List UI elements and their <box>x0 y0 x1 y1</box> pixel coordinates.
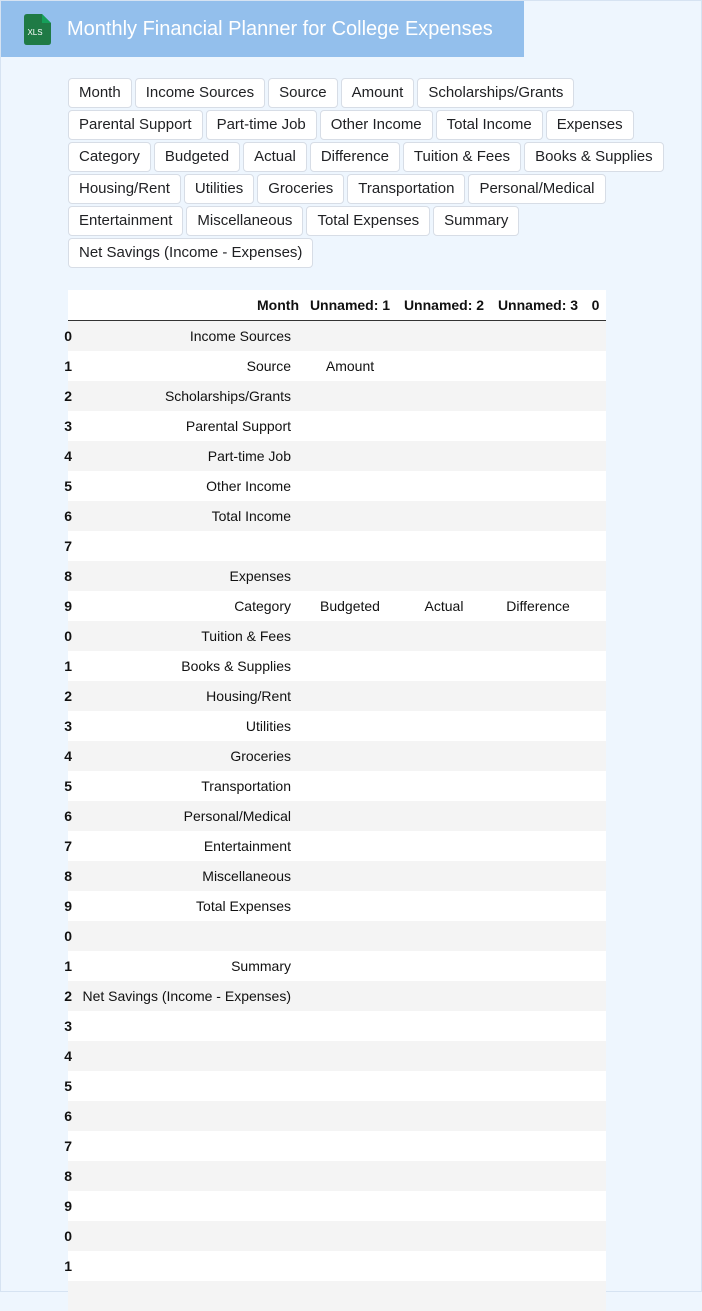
month-cell: Entertainment <box>203 837 291 854</box>
column-chip[interactable]: Personal/Medical <box>468 174 605 204</box>
zero-cell <box>585 1011 606 1041</box>
unnamed-3-cell <box>491 411 585 441</box>
unnamed-3-cell <box>491 1161 585 1191</box>
month-cell: Groceries <box>230 747 291 764</box>
column-header-zero: 0 <box>585 290 606 321</box>
column-chip[interactable]: Groceries <box>257 174 344 204</box>
unnamed-3-cell <box>491 441 585 471</box>
zero-cell <box>585 471 606 501</box>
column-chip[interactable]: Amount <box>341 78 415 108</box>
column-chip[interactable]: Income Sources <box>135 78 265 108</box>
table-row[interactable] <box>68 1221 606 1251</box>
unnamed-1-cell <box>303 531 397 561</box>
zero-cell <box>585 561 606 591</box>
row-index-label: 3 <box>64 717 72 734</box>
unnamed-1-cell <box>303 741 397 771</box>
unnamed-2-cell: Actual <box>424 597 464 614</box>
zero-cell <box>585 621 606 651</box>
unnamed-3-cell <box>491 621 585 651</box>
unnamed-2-cell <box>397 951 491 981</box>
row-index-label: 5 <box>64 477 72 494</box>
unnamed-1-cell: Budgeted <box>320 597 380 614</box>
unnamed-3-cell <box>491 771 585 801</box>
file-icon-label: XLS <box>27 28 43 37</box>
zero-cell <box>585 861 606 891</box>
row-index-label: 6 <box>64 507 72 524</box>
unnamed-3-cell <box>491 681 585 711</box>
unnamed-1-cell <box>303 1251 397 1281</box>
unnamed-2-cell <box>397 1131 491 1161</box>
unnamed-2-cell <box>397 771 491 801</box>
table-row[interactable] <box>68 561 606 591</box>
column-chip[interactable]: Actual <box>243 142 307 172</box>
column-chip[interactable]: Expenses <box>546 110 634 140</box>
row-index-label: 7 <box>64 537 72 554</box>
unnamed-1-cell <box>303 711 397 741</box>
unnamed-1-cell <box>303 441 397 471</box>
month-cell <box>72 921 303 951</box>
column-chip[interactable]: Month <box>68 78 132 108</box>
column-chip[interactable]: Summary <box>433 206 519 236</box>
column-header-unnamed-1: Unnamed: 1 <box>303 290 397 321</box>
zero-cell <box>585 441 606 471</box>
unnamed-1-cell <box>303 831 397 861</box>
unnamed-1-cell <box>303 1101 397 1131</box>
unnamed-3-cell <box>491 531 585 561</box>
unnamed-1-cell <box>303 891 397 921</box>
row-index-label: 9 <box>64 597 72 614</box>
zero-cell <box>585 381 606 411</box>
column-chip[interactable]: Difference <box>310 142 400 172</box>
row-index-label: 3 <box>64 417 72 434</box>
unnamed-2-cell <box>397 1221 491 1251</box>
unnamed-3-cell <box>491 321 585 351</box>
month-cell: Summary <box>231 957 291 974</box>
unnamed-2-cell <box>397 801 491 831</box>
column-chip-list <box>68 78 668 268</box>
row-index-label: 0 <box>64 927 72 944</box>
month-cell: Books & Supplies <box>181 657 291 674</box>
zero-cell <box>585 1251 606 1281</box>
data-table <box>64 290 606 1311</box>
unnamed-2-cell <box>397 471 491 501</box>
table-body <box>64 321 606 1311</box>
row-index-label: 0 <box>64 327 72 344</box>
row-index-label: 2 <box>64 387 72 404</box>
month-cell: Part-time Job <box>207 447 291 464</box>
unnamed-1-cell <box>303 921 397 951</box>
table-row[interactable] <box>68 621 606 651</box>
column-chip[interactable]: Other Income <box>320 110 433 140</box>
column-chip[interactable]: Entertainment <box>68 206 183 236</box>
unnamed-3-cell <box>491 1131 585 1161</box>
table-row[interactable] <box>68 861 606 891</box>
row-index-label: 9 <box>64 897 72 914</box>
month-cell: Category <box>234 597 291 614</box>
unnamed-3-cell <box>491 831 585 861</box>
month-cell <box>72 1101 303 1131</box>
zero-cell <box>585 351 606 381</box>
column-header-month: Month <box>72 290 303 321</box>
column-chip[interactable]: Miscellaneous <box>186 206 303 236</box>
unnamed-2-cell <box>397 1191 491 1221</box>
table-row[interactable] <box>68 771 606 801</box>
unnamed-2-cell <box>397 1011 491 1041</box>
column-chip[interactable]: Housing/Rent <box>68 174 181 204</box>
row-index-label: 3 <box>64 1017 72 1034</box>
unnamed-1-cell <box>303 561 397 591</box>
column-chip[interactable]: Tuition & Fees <box>403 142 521 172</box>
column-chip[interactable]: Transportation <box>347 174 465 204</box>
unnamed-1-cell <box>303 321 397 351</box>
month-cell <box>72 1011 303 1041</box>
table-header-row <box>68 290 606 321</box>
table-row[interactable] <box>68 981 606 1011</box>
unnamed-2-cell <box>397 681 491 711</box>
table-row[interactable] <box>68 1101 606 1131</box>
table-row[interactable] <box>68 321 606 351</box>
row-index-label: 0 <box>64 627 72 644</box>
row-index-label: 6 <box>64 807 72 824</box>
table-row[interactable] <box>68 471 606 501</box>
zero-cell <box>585 411 606 441</box>
column-chip[interactable]: Scholarships/Grants <box>417 78 574 108</box>
column-chip[interactable]: Total Income <box>436 110 543 140</box>
month-cell <box>72 531 303 561</box>
unnamed-1-cell <box>303 981 397 1011</box>
row-index-label: 7 <box>64 837 72 854</box>
table-row[interactable] <box>68 1071 606 1101</box>
unnamed-2-cell <box>397 351 491 381</box>
unnamed-2-cell <box>397 411 491 441</box>
table-row[interactable] <box>68 1161 606 1191</box>
row-index-label: 6 <box>64 1107 72 1124</box>
unnamed-3-cell <box>491 1101 585 1131</box>
row-index-label: 4 <box>64 447 72 464</box>
unnamed-1-cell <box>303 501 397 531</box>
month-cell: Income Sources <box>189 327 291 344</box>
unnamed-3-cell <box>491 561 585 591</box>
column-chip[interactable]: Books & Supplies <box>524 142 664 172</box>
month-cell: Utilities <box>245 717 291 734</box>
zero-cell <box>585 1101 606 1131</box>
unnamed-3-cell <box>491 801 585 831</box>
column-header-unnamed-2: Unnamed: 2 <box>397 290 491 321</box>
zero-cell <box>585 831 606 861</box>
unnamed-2-cell <box>397 1101 491 1131</box>
unnamed-2-cell <box>397 831 491 861</box>
unnamed-3-cell <box>491 861 585 891</box>
month-cell: Total Income <box>211 507 291 524</box>
table-row[interactable] <box>68 381 606 411</box>
column-chip[interactable]: Parental Support <box>68 110 203 140</box>
table-row[interactable] <box>68 1041 606 1071</box>
row-index-label: 1 <box>64 1257 72 1274</box>
unnamed-1-cell <box>303 471 397 501</box>
unnamed-3-cell <box>491 1071 585 1101</box>
table-row[interactable] <box>68 531 606 561</box>
row-index-label: 8 <box>64 1167 72 1184</box>
row-index-label: 9 <box>64 1197 72 1214</box>
unnamed-3-cell <box>491 891 585 921</box>
zero-cell <box>585 1041 606 1071</box>
unnamed-3-cell <box>491 1251 585 1281</box>
zero-cell <box>585 1221 606 1251</box>
row-index-label: 5 <box>64 777 72 794</box>
unnamed-3-cell <box>491 381 585 411</box>
unnamed-3-cell <box>491 711 585 741</box>
unnamed-2-cell <box>397 501 491 531</box>
unnamed-1-cell <box>303 1191 397 1221</box>
unnamed-1-cell <box>303 1131 397 1161</box>
row-index-label: 1 <box>64 657 72 674</box>
zero-cell <box>585 1281 606 1311</box>
unnamed-1-cell <box>303 1221 397 1251</box>
zero-cell <box>585 681 606 711</box>
row-index-label: 8 <box>64 567 72 584</box>
month-cell: Housing/Rent <box>206 687 291 704</box>
month-cell <box>72 1161 303 1191</box>
unnamed-3-cell <box>491 921 585 951</box>
app-header <box>1 1 524 57</box>
unnamed-2-cell <box>397 741 491 771</box>
table-row[interactable] <box>68 801 606 831</box>
month-cell <box>72 1221 303 1251</box>
unnamed-1-cell <box>303 1281 397 1311</box>
zero-cell <box>585 801 606 831</box>
month-cell <box>72 1071 303 1101</box>
unnamed-2-cell <box>397 441 491 471</box>
unnamed-1-cell <box>303 411 397 441</box>
unnamed-3-cell <box>491 351 585 381</box>
month-cell: Personal/Medical <box>183 807 291 824</box>
zero-cell <box>585 1131 606 1161</box>
unnamed-2-cell <box>397 1041 491 1071</box>
data-table-container[interactable] <box>64 290 606 1292</box>
zero-cell <box>585 951 606 981</box>
page-title: Monthly Financial Planner for College Expenses <box>67 18 493 40</box>
table-row[interactable] <box>68 651 606 681</box>
unnamed-2-cell <box>397 531 491 561</box>
unnamed-1-cell <box>303 1161 397 1191</box>
column-chip[interactable]: Utilities <box>184 174 254 204</box>
table-row[interactable] <box>68 351 606 381</box>
row-index-label: 1 <box>64 957 72 974</box>
unnamed-3-cell <box>491 1191 585 1221</box>
table-row[interactable] <box>68 1011 606 1041</box>
row-index-label: 5 <box>64 1077 72 1094</box>
table-row[interactable] <box>68 1281 606 1311</box>
unnamed-1-cell <box>303 771 397 801</box>
column-header-unnamed-3: Unnamed: 3 <box>491 290 585 321</box>
unnamed-2-cell <box>397 321 491 351</box>
table-row[interactable] <box>68 711 606 741</box>
table-row[interactable] <box>68 501 606 531</box>
table-row[interactable] <box>68 951 606 981</box>
month-cell: Transportation <box>201 777 291 794</box>
month-cell <box>72 1131 303 1161</box>
column-chip[interactable]: Net Savings (Income - Expenses) <box>68 238 313 268</box>
zero-cell <box>585 891 606 921</box>
table-row[interactable] <box>68 1191 606 1221</box>
unnamed-1-cell <box>303 651 397 681</box>
table-row[interactable] <box>68 831 606 861</box>
month-cell <box>72 1041 303 1071</box>
unnamed-2-cell <box>397 981 491 1011</box>
month-cell: Net Savings (Income - Expenses) <box>82 987 291 1004</box>
unnamed-1-cell <box>303 801 397 831</box>
month-cell: Total Expenses <box>196 897 291 914</box>
unnamed-3-cell <box>491 951 585 981</box>
row-index-label: 4 <box>64 747 72 764</box>
unnamed-1-cell <box>303 951 397 981</box>
unnamed-1-cell <box>303 381 397 411</box>
unnamed-3-cell <box>491 1011 585 1041</box>
table-row[interactable] <box>68 891 606 921</box>
zero-cell <box>585 1191 606 1221</box>
month-cell <box>72 1251 303 1281</box>
month-cell: Parental Support <box>185 417 291 434</box>
zero-cell <box>585 981 606 1011</box>
unnamed-1-cell <box>303 621 397 651</box>
zero-cell <box>585 651 606 681</box>
unnamed-2-cell <box>397 1251 491 1281</box>
unnamed-1-cell <box>303 1071 397 1101</box>
row-index-label: 4 <box>64 1047 72 1064</box>
unnamed-2-cell <box>397 651 491 681</box>
zero-cell <box>585 591 606 621</box>
column-chip[interactable]: Budgeted <box>154 142 240 172</box>
unnamed-1-cell <box>303 1041 397 1071</box>
unnamed-3-cell: Difference <box>506 597 570 614</box>
month-cell <box>72 1281 303 1311</box>
zero-cell <box>585 1071 606 1101</box>
month-cell: Tuition & Fees <box>201 627 291 644</box>
column-chip[interactable]: Total Expenses <box>306 206 430 236</box>
zero-cell <box>585 921 606 951</box>
month-cell: Other Income <box>206 477 291 494</box>
unnamed-3-cell <box>491 1221 585 1251</box>
unnamed-3-cell <box>491 1041 585 1071</box>
zero-cell <box>585 741 606 771</box>
zero-cell <box>585 321 606 351</box>
month-cell: Expenses <box>229 567 291 584</box>
table-row[interactable] <box>68 681 606 711</box>
unnamed-1-cell <box>303 1011 397 1041</box>
unnamed-3-cell <box>491 471 585 501</box>
unnamed-3-cell <box>491 981 585 1011</box>
row-index-label: 0 <box>64 1227 72 1244</box>
month-cell: Miscellaneous <box>202 867 291 884</box>
zero-cell <box>585 1161 606 1191</box>
unnamed-1-cell <box>303 861 397 891</box>
unnamed-2-cell <box>397 711 491 741</box>
table-row[interactable] <box>68 441 606 471</box>
table-row[interactable] <box>68 1251 606 1281</box>
unnamed-2-cell <box>397 381 491 411</box>
row-index-label: 7 <box>64 1137 72 1154</box>
row-index-label: 2 <box>64 987 72 1004</box>
month-cell: Scholarships/Grants <box>164 387 291 404</box>
column-chip[interactable]: Part-time Job <box>206 110 317 140</box>
table-row[interactable] <box>68 741 606 771</box>
zero-cell <box>585 771 606 801</box>
table-row[interactable] <box>68 411 606 441</box>
unnamed-1-cell: Amount <box>325 357 375 374</box>
unnamed-3-cell <box>491 651 585 681</box>
table-row[interactable] <box>68 1131 606 1161</box>
unnamed-3-cell <box>491 1281 585 1311</box>
month-cell <box>72 1191 303 1221</box>
row-index-label: 2 <box>64 687 72 704</box>
unnamed-2-cell <box>397 1161 491 1191</box>
zero-cell <box>585 501 606 531</box>
unnamed-2-cell <box>397 861 491 891</box>
column-chip[interactable]: Source <box>268 78 338 108</box>
row-index-label: 8 <box>64 867 72 884</box>
unnamed-3-cell <box>491 501 585 531</box>
zero-cell <box>585 531 606 561</box>
unnamed-2-cell <box>397 1071 491 1101</box>
unnamed-1-cell <box>303 681 397 711</box>
unnamed-2-cell <box>397 921 491 951</box>
table-row[interactable] <box>68 591 606 621</box>
excel-file-icon <box>23 14 51 45</box>
unnamed-2-cell <box>397 1281 491 1311</box>
zero-cell <box>585 711 606 741</box>
table-row[interactable] <box>68 921 606 951</box>
column-chip[interactable]: Category <box>68 142 151 172</box>
unnamed-2-cell <box>397 621 491 651</box>
unnamed-2-cell <box>397 891 491 921</box>
unnamed-3-cell <box>491 741 585 771</box>
unnamed-2-cell <box>397 561 491 591</box>
row-index-label: 1 <box>64 357 72 374</box>
month-cell: Source <box>246 357 291 374</box>
